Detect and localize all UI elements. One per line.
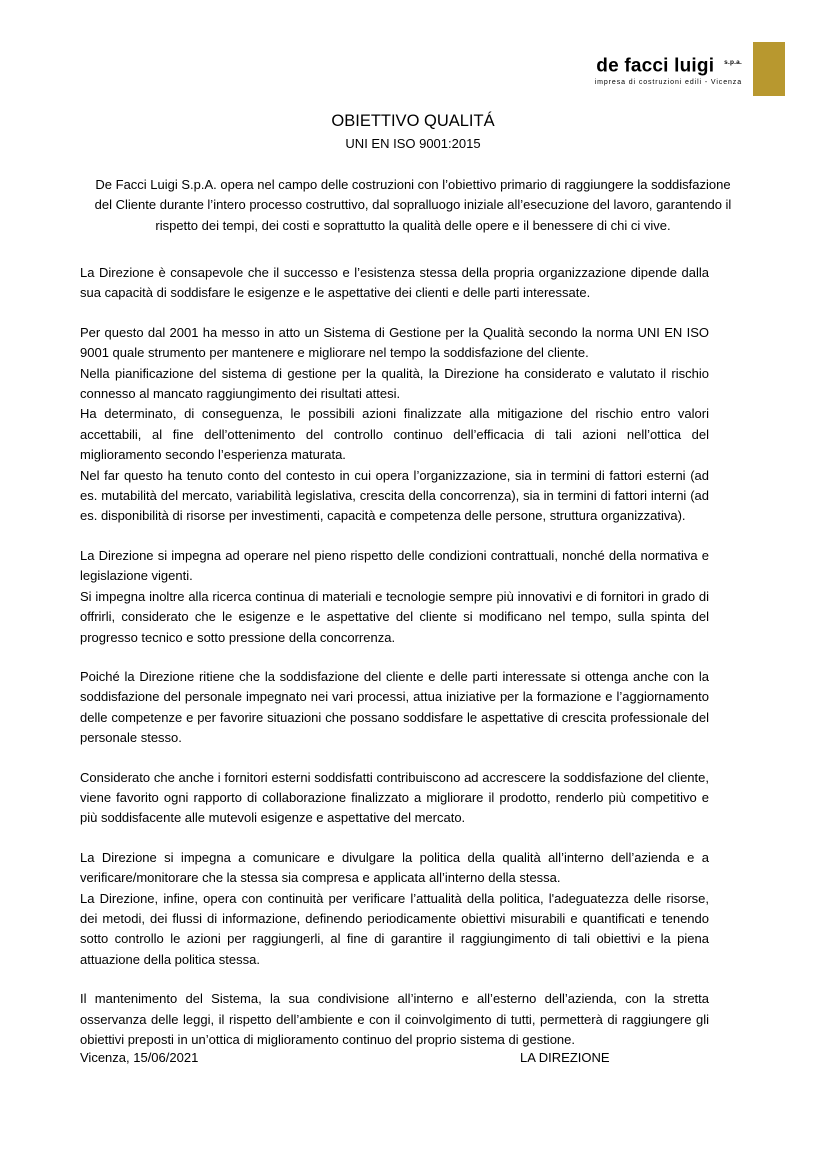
paragraph: La Direzione si impegna ad operare nel pieno rispetto delle condizioni contrattuali, nonché della normativa e legislazione vigenti.	[80, 547, 709, 584]
paragraph: Per questo dal 2001 ha messo in atto un Sistema di Gestione per la Qualità secondo la norma UNI EN ISO 9001 quale strumento per mantenere e migliorare nel tempo la soddisfazione del cliente.	[80, 324, 709, 361]
paragraph: Nel far questo ha tenuto conto del contesto in cui opera l’organizzazione, sia in termini di fattori esterni (ad es. mutabilità del mercato, variabilità legislativa, crescita della concorrenza), sia in termini di fattori interni (ad es. disponibilità di risorse per investimenti, capacità e competenza delle persone, struttura organizzativa).	[80, 467, 709, 524]
logo-text	[560, 52, 742, 88]
logo-mark	[753, 42, 785, 96]
paragraph-gap	[80, 648, 709, 667]
policy-body	[80, 263, 709, 1050]
paragraph-gap	[80, 970, 709, 989]
paragraph-gap	[80, 304, 709, 323]
paragraph-gap	[80, 749, 709, 768]
paragraph-gap	[80, 829, 709, 848]
paragraph-gap	[80, 527, 709, 546]
document-title: OBIETTIVO QUALITÁ	[331, 112, 495, 130]
company-suffix: s.p.a.	[724, 59, 742, 66]
paragraph: Nella pianificazione del sistema di gestione per la qualità, la Direzione ha considerato e valutato il rischio connesso al mancato raggiungimento dei risultati attesi.	[80, 365, 709, 402]
paragraph: Poiché la Direzione ritiene che la soddisfazione del cliente e delle parti interessate si ottenga anche con la soddisfazione del personale impegnato nei vari processi, attua iniziative per la formazione e l’aggiornamento delle competenze e per favorire situazioni che possano soddisfare le aspettative di crescita professionale del personale stesso.	[80, 668, 709, 746]
document-subtitle: UNI EN ISO 9001:2015	[345, 136, 481, 151]
paragraph: La Direzione si impegna a comunicare e divulgare la politica della qualità all’interno dell’azienda e a verificare/monitorare che la stessa sia compresa e applicata all’interno della stessa.	[80, 849, 709, 886]
paragraph: Ha determinato, di conseguenza, le possibili azioni finalizzate alla mitigazione del rischio entro valori accettabili, al fine dell’ottenimento del controllo continuo dell’efficacia di tali azioni nell’ottica del miglioramento secondo l’esperienza maturata.	[80, 406, 709, 463]
paragraph: Considerato che anche i fornitori esterni soddisfatti contribuiscono ad accrescere la soddisfazione del cliente, viene favorito ogni rapporto di collaborazione finalizzato a migliorare il prodotto, renderlo più competitivo e più soddisfacente alle mutevoli esigenze e aspettative del mercato.	[80, 769, 709, 826]
signature-label: LA DIREZIONE	[520, 1050, 610, 1065]
paragraph: La Direzione, infine, opera con continuità per verificare l’attualità della politica, l'adeguatezza delle risorse, dei metodi, dei flussi di informazione, definendo periodicamente obiettivi misurabili e quantificati e tenendo sotto controllo le azioni per raggiungerli, al fine di garantire il raggiungimento di tali obiettivi e la piena attuazione della politica stessa.	[80, 890, 709, 967]
place-date: Vicenza, 15/06/2021	[80, 1050, 199, 1065]
intro-paragraph: De Facci Luigi S.p.A. opera nel campo delle costruzioni con l’obiettivo primario di raggiungere la soddisfazione del Cliente durante l’intero processo costruttivo, dal sopralluogo iniziale all’esecuzione del lavoro, garantendo il rispetto dei tempi, dei costi e soprattutto la qualità delle opere e il benessere di chi ci vive.	[94, 177, 732, 233]
paragraph: La Direzione è consapevole che il successo e l’esistenza stessa della propria organizzazione dipende dalla sua capacità di soddisfare le esigenze e le aspettative dei clienti e delle parti interessate.	[80, 265, 709, 301]
company-tagline: impresa di costruzioni edili - Vicenza	[594, 79, 742, 87]
paragraph: Il mantenimento del Sistema, la sua condivisione all’interno e all’esterno dell’azienda, con la stretta osservanza delle leggi, il rispetto dell’ambiente e con il coinvolgimento di tutti, permetterà di raggiungere gli obiettivi preposti in un’ottica di miglioramento continuo del proprio sistema di gestione.	[80, 991, 709, 1047]
company-name-text: de facci luigi	[596, 55, 715, 77]
paragraph: Si impegna inoltre alla ricerca continua di materiali e tecnologie sempre più innovativi e di fornitori in grado di offrirli, considerato che le esigenze e le aspettative del cliente si modificano nel tempo, sulla spinta del progresso tecnico e sotto pressione della concorrenza.	[80, 588, 709, 645]
company-name	[560, 52, 742, 77]
